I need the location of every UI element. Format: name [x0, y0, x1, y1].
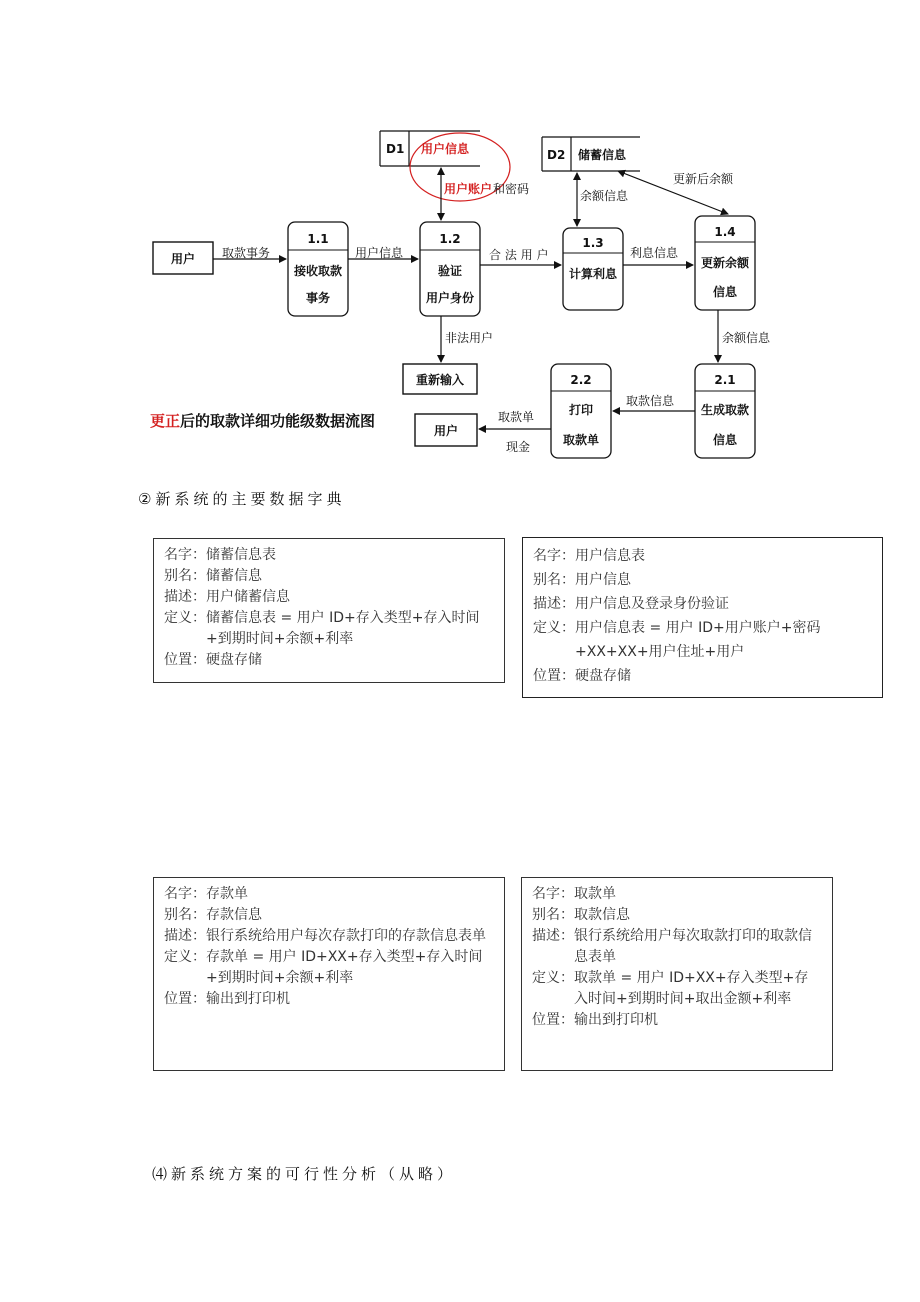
store-d1-id: D1	[386, 142, 405, 156]
dict-savings-table: 名字：储蓄信息表 别名：储蓄信息 描述： 用户储蓄信息 定义： 储蓄信息表 = 用户 ID+存入类型+存入时间+到期时间+余额+利率 位置：硬盘存储	[153, 538, 505, 683]
dict-alias: 别名：取款信息	[532, 907, 630, 923]
svg-text:2.2: 2.2	[570, 373, 592, 387]
diagram-caption: 更正后的取款详细功能级数据流图	[150, 412, 376, 430]
dict-withdraw-slip: 名字：取款单 别名：取款信息 描述： 银行系统给用户每次取款打印的取款信息表单 定义： 取款单 = 用户 ID+XX+存入类型+存入时间+到期时间+取出金额+利率 位置：输出到打印机	[521, 877, 833, 1071]
process-1-2	[420, 222, 480, 316]
svg-text:重新输入: 重新输入	[415, 373, 465, 387]
svg-text:更新余额: 更新余额	[700, 256, 750, 270]
dict-name: 名字：用户信息表	[533, 548, 645, 564]
data-store-d1	[380, 131, 480, 166]
process-1-1	[288, 222, 348, 316]
svg-text:验证: 验证	[437, 264, 463, 278]
dict-deposit-slip: 名字：存款单 别名：存款信息 描述： 银行系统给用户每次存款打印的存款信息表单 定义： 存款单 = 用户 ID+XX+存入类型+存入时间+到期时间+余额+利率 位置：输出到打印机	[153, 877, 505, 1071]
svg-text:2.1: 2.1	[714, 373, 736, 387]
svg-text:用户身份: 用户身份	[425, 291, 475, 305]
dict-alias: 别名：储蓄信息	[164, 568, 262, 584]
svg-text:用户: 用户	[170, 252, 196, 266]
store-d1-name: 用户信息	[421, 142, 470, 156]
dict-def: 存款单 = 用户 ID+XX+存入类型+存入时间+到期时间+余额+利率	[206, 949, 483, 986]
dict-location: 位置：输出到打印机	[532, 1012, 658, 1028]
flow-label-balance-down: 余额信息	[722, 331, 771, 345]
flow-label-withdraw-info: 取款信息	[626, 394, 675, 408]
flow-label-updated-balance: 更新后余额	[673, 172, 734, 186]
entity-reenter	[403, 364, 477, 394]
flow-label-legal-user: 合 法 用 户	[489, 248, 549, 262]
svg-text:取款单: 取款单	[562, 433, 600, 447]
flow-label-illegal-user: 非法用户	[445, 331, 494, 345]
svg-text:用户: 用户	[433, 424, 459, 438]
dict-desc: 用户信息及登录身份验证	[575, 596, 729, 612]
svg-text:1.3: 1.3	[582, 236, 604, 250]
store-d2-id: D2	[547, 148, 566, 162]
section-4-title: ⑷新系统方案的可行性分析（从略）	[152, 1165, 457, 1183]
svg-text:生成取款: 生成取款	[700, 403, 750, 417]
svg-text:接收取款: 接收取款	[293, 264, 343, 278]
svg-text:信息: 信息	[712, 433, 738, 447]
dict-name: 名字：存款单	[164, 886, 248, 902]
entity-user-out	[415, 414, 477, 446]
dict-name: 名字：取款单	[532, 886, 616, 902]
flow-label-balance-up: 余额信息	[580, 189, 629, 203]
dict-alias: 别名：存款信息	[164, 907, 262, 923]
svg-text:1.1: 1.1	[307, 232, 329, 246]
dict-def: 用户信息表 = 用户 ID+用户账户+密码+XX+XX+用户住址+用户	[575, 620, 821, 660]
dict-name: 名字：储蓄信息表	[164, 547, 276, 563]
svg-text:打印: 打印	[568, 403, 594, 417]
data-flow-diagram	[0, 0, 920, 470]
dict-alias: 别名：用户信息	[533, 572, 631, 588]
dict-def: 储蓄信息表 = 用户 ID+存入类型+存入时间+到期时间+余额+利率	[206, 610, 480, 647]
section-2-title: ②新系统的主要数据字典	[138, 490, 346, 508]
flow-label-account: 用户账户	[444, 182, 493, 196]
dict-def: 取款单 = 用户 ID+XX+存入类型+存入时间+到期时间+取出金额+利率	[574, 970, 809, 1007]
svg-text:信息: 信息	[712, 285, 738, 299]
flow-label-cash: 现金	[506, 440, 531, 454]
data-store-d2	[542, 137, 640, 171]
svg-text:计算利息: 计算利息	[568, 267, 618, 281]
dict-user-table: 名字：用户信息表 别名：用户信息 描述： 用户信息及登录身份验证 定义： 用户信息表 = 用户 ID+用户账户+密码+XX+XX+用户住址+用户 位置：硬盘存储	[522, 537, 883, 698]
flow-label-user-info: 用户信息	[355, 246, 404, 260]
dict-location: 位置：硬盘存储	[164, 652, 262, 668]
svg-text:事务: 事务	[305, 291, 331, 305]
dict-desc: 银行系统给用户每次取款打印的取款信息表单	[574, 928, 812, 965]
flow-label-slip: 取款单	[498, 410, 535, 424]
dict-location: 位置：硬盘存储	[533, 668, 631, 684]
process-2-1	[695, 364, 755, 458]
dict-desc: 用户储蓄信息	[206, 589, 290, 605]
flow-label-withdraw-tx: 取款事务	[222, 246, 271, 260]
flow-label-interest: 利息信息	[630, 246, 679, 260]
entity-user-in	[153, 242, 213, 274]
flow-label-password: 和密码	[493, 182, 530, 196]
store-d2-name: 储蓄信息	[578, 148, 627, 162]
dict-desc: 银行系统给用户每次存款打印的存款信息表单	[206, 928, 486, 944]
process-1-3	[563, 228, 623, 310]
svg-text:1.2: 1.2	[439, 232, 461, 246]
svg-text:1.4: 1.4	[714, 225, 736, 239]
process-2-2	[551, 364, 611, 458]
dict-location: 位置：输出到打印机	[164, 991, 290, 1007]
process-1-4	[695, 216, 755, 310]
